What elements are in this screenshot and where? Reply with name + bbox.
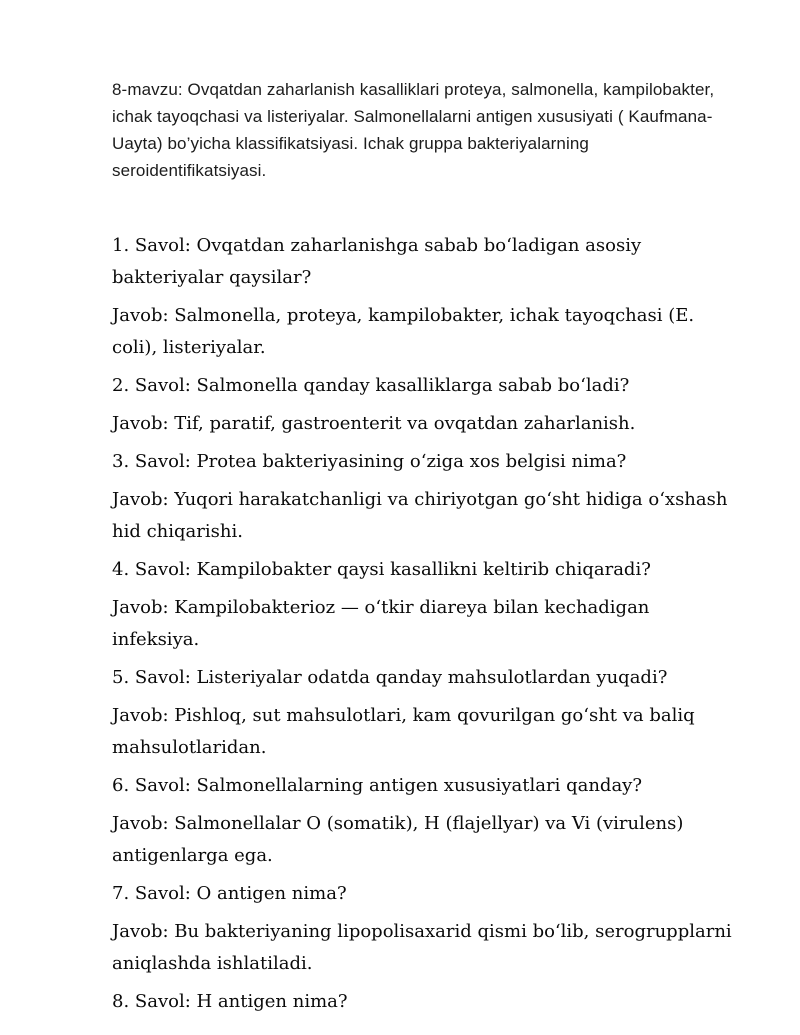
answer-7: Javob: Bu bakteriyaning lipopolisaxarid qismi boʻlib, serogrupplarni aniqlashda ishlatiladi. bbox=[112, 921, 732, 974]
question-1: 1. Savol: Ovqatdan zaharlanishga sabab boʻladigan asosiy bakteriyalar qaysilar? bbox=[112, 235, 642, 288]
document-title: 8-mavzu: Ovqatdan zaharlanish kasalliklari proteya, salmonella, kampilobakter, ichak tayoqchasi va listeriyalar. Salmonellalarni antigen xususiyati ( Kaufmana-Uayta) bo’yicha klassifikatsiyasi. Ichak gruppa bakteriyalarning seroidentifikatsiyasi. bbox=[112, 80, 715, 180]
answer-2: Javob: Tif, paratif, gastroenterit va ovqatdan zaharlanish. bbox=[112, 413, 636, 434]
answer-4: Javob: Kampilobakterioz — oʻtkir diareya bilan kechadigan infeksiya. bbox=[112, 597, 650, 650]
document-content bbox=[112, 76, 738, 1024]
question-8: 8. Savol: H antigen nima? bbox=[112, 991, 348, 1012]
question-6: 6. Savol: Salmonellalarning antigen xususiyatlari qanday? bbox=[112, 775, 642, 796]
answer-5: Javob: Pishloq, sut mahsulotlari, kam qovurilgan goʻsht va baliq mahsulotlaridan. bbox=[112, 705, 695, 758]
answer-1: Javob: Salmonella, proteya, kampilobakter, ichak tayoqchasi (E. coli), listeriyalar. bbox=[112, 305, 695, 358]
question-2: 2. Savol: Salmonella qanday kasalliklarga sabab boʻladi? bbox=[112, 375, 630, 396]
question-7: 7. Savol: O antigen nima? bbox=[112, 883, 347, 904]
answer-6: Javob: Salmonellalar O (somatik), H (flajellyar) va Vi (virulens) antigenlarga ega. bbox=[112, 813, 684, 866]
question-5: 5. Savol: Listeriyalar odatda qanday mahsulotlardan yuqadi? bbox=[112, 667, 668, 688]
question-4: 4. Savol: Kampilobakter qaysi kasallikni keltirib chiqaradi? bbox=[112, 559, 651, 580]
question-3: 3. Savol: Protea bakteriyasining oʻziga xos belgisi nima? bbox=[112, 451, 627, 472]
answer-3: Javob: Yuqori harakatchanligi va chiriyotgan goʻsht hidiga oʻxshash hid chiqarishi. bbox=[112, 489, 728, 542]
